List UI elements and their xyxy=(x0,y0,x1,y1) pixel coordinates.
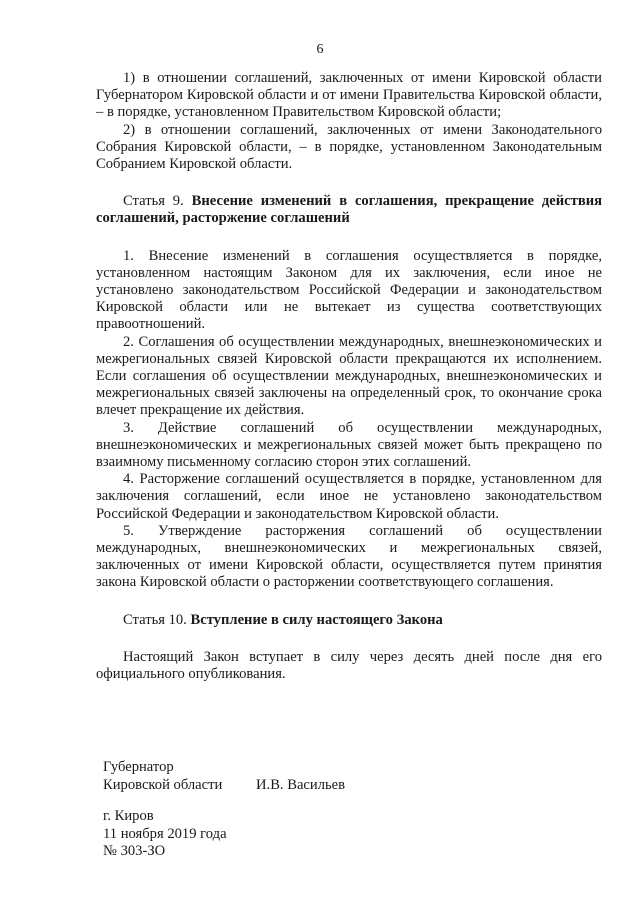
article-10-paragraph: Настоящий Закон вступает в силу через десять дней после дня его официального опубликования. xyxy=(96,648,602,683)
article-10-heading xyxy=(96,612,602,629)
article-9-paragraph-2: 2. Соглашения об осуществлении международных, внешнеэкономических и межрегиональных связей Кировской области прекращаются их исполнением. Если соглашения об осуществлении международных, внешнеэкономических и межрегиональных связей заключены на определенный срок, то окончание срока влечет прекращение их действия. xyxy=(96,333,602,419)
signer-name: И.В. Васильев xyxy=(256,777,346,793)
place-date-block xyxy=(103,808,227,861)
signer-position-line1: Губернатор xyxy=(103,759,174,775)
law-date: 11 ноября 2019 года xyxy=(103,825,227,842)
article-9-heading xyxy=(96,193,602,227)
signer-position-line2: Кировской области xyxy=(103,777,223,793)
article-9-prefix: Статья 9. xyxy=(123,193,184,210)
signature-block xyxy=(103,758,346,794)
article-9-paragraph-3: 3. Действие соглашений об осуществлении международных, внешнеэкономических и межрегиональных связей может быть прекращено по взаимному письменному согласию сторон этих соглашений. xyxy=(96,419,602,471)
article-9-paragraph-1: 1. Внесение изменений в соглашения осуществляется в порядке, установленном настоящим Законом для их заключения, если иное не установлено законодательством Российской Федерации и законодательством Кировской области или не вытекает из существа соответствующих правоотношений. xyxy=(96,247,602,333)
clause-2: 2) в отношении соглашений, заключенных от имени Законодательного Собрания Кировской области, – в порядке, установленном Законодательным Собранием Кировской области. xyxy=(96,121,602,173)
document-body xyxy=(96,70,602,683)
city: г. Киров xyxy=(103,808,154,824)
article-10-prefix: Статья 10. xyxy=(123,611,187,628)
law-number: № 303-ЗО xyxy=(103,843,166,859)
article-9-paragraph-4: 4. Расторжение соглашений осуществляется в порядке, установленном для заключения соглашений, если иное не установлено законодательством Российской Федерации и законодательством Кировской области. xyxy=(96,471,602,522)
article-9-paragraph-5: 5. Утверждение расторжения соглашений об осуществлении международных, внешнеэкономических и межрегиональных связей, заключенных от имени Кировской области, осуществляется путем принятия закона Кировской области о расторжении соответствующего соглашения. xyxy=(96,522,602,591)
clause-1: 1) в отношении соглашений, заключенных от имени Кировской области Губернатором Кировской области и от имени Правительства Кировской области, – в порядке, установленном Правительством Кировской области; xyxy=(96,70,602,121)
article-10-title: Вступление в силу настоящего Закона xyxy=(190,611,443,628)
article-9-title: Внесение изменений в соглашения, прекращение действия соглашений, расторжение соглашений xyxy=(96,193,602,227)
page-number: 6 xyxy=(316,42,324,57)
